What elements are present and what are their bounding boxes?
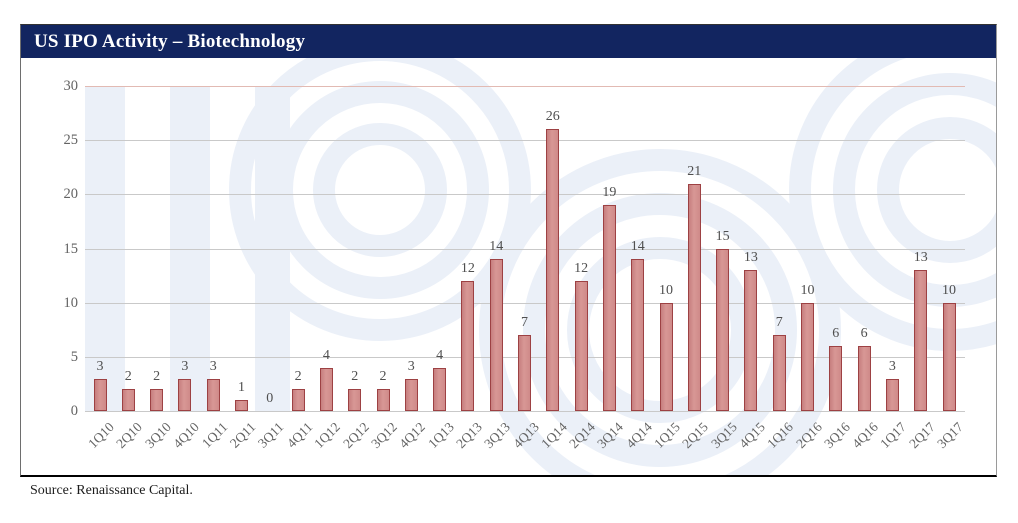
bar-1Q10: [94, 379, 107, 411]
bar-2Q12: [348, 389, 361, 411]
bar-4Q16: [858, 346, 871, 411]
bar-value-label: 2: [294, 369, 302, 385]
bar-3Q14: [603, 205, 616, 411]
bar-value-label: 15: [715, 228, 730, 244]
bar-4Q12: [405, 379, 418, 411]
y-tick-label: 25: [63, 132, 78, 148]
bar-2Q10: [122, 389, 135, 411]
bar-value-label: 3: [209, 358, 217, 374]
bar-value-label: 12: [460, 261, 475, 277]
bar-value-label: 14: [630, 239, 645, 255]
x-tick-label-3Q15: 3Q15: [707, 419, 740, 452]
x-tick-label-4Q15: 4Q15: [735, 419, 768, 452]
bar-2Q17: [914, 270, 927, 411]
x-tick-label-3Q14: 3Q14: [594, 419, 627, 452]
x-tick-label-2Q17: 2Q17: [905, 419, 938, 452]
chart-title: US IPO Activity – Biotechnology: [34, 30, 306, 52]
y-tick-label: 30: [63, 78, 78, 94]
bar-3Q16: [829, 346, 842, 411]
bar-2Q11: [235, 400, 248, 411]
gridline-25: [85, 140, 965, 141]
bar-value-label: 4: [436, 347, 444, 363]
bar-value-label: 6: [832, 326, 840, 342]
bar-4Q15: [744, 270, 757, 411]
bar-2Q13: [461, 281, 474, 411]
x-tick-label-2Q12: 2Q12: [339, 419, 372, 452]
x-tick-label-3Q10: 3Q10: [141, 419, 174, 452]
bar-1Q14: [546, 129, 559, 411]
gridline-15: [85, 249, 965, 250]
x-tick-label-2Q16: 2Q16: [792, 419, 825, 452]
source-note: Source: Renaissance Capital.: [30, 483, 193, 498]
bar-value-label: 10: [942, 282, 956, 298]
bar-value-label: 10: [800, 282, 815, 298]
bar-1Q11: [207, 379, 220, 411]
x-tick-label-2Q15: 2Q15: [679, 419, 712, 452]
bar-value-label: 2: [153, 369, 161, 385]
y-tick-label: 0: [70, 403, 78, 419]
x-tick-label-3Q11: 3Q11: [255, 419, 287, 451]
x-tick-label-1Q15: 1Q15: [651, 419, 683, 452]
bar-value-label: 12: [574, 261, 589, 277]
x-tick-label-1Q11: 1Q11: [198, 419, 231, 451]
bar-value-label: 2: [351, 369, 359, 385]
x-tick-label-3Q13: 3Q13: [481, 419, 514, 452]
bar-4Q11: [292, 389, 305, 411]
bar-4Q13: [518, 335, 531, 411]
x-tick-label-1Q14: 1Q14: [537, 419, 570, 452]
bar-value-label: 6: [860, 326, 868, 342]
x-tick-label-1Q10: 1Q10: [85, 419, 117, 452]
x-tick-label-3Q12: 3Q12: [368, 419, 400, 452]
bar-value-label: 26: [545, 109, 560, 125]
y-tick-label: 10: [63, 295, 78, 311]
x-tick-label-3Q16: 3Q16: [820, 419, 853, 452]
bar-value-label: 3: [407, 358, 415, 374]
chart-panel: [20, 24, 997, 477]
x-tick-label-4Q16: 4Q16: [849, 419, 882, 452]
y-tick-label: 15: [63, 241, 78, 257]
x-tick-label-4Q12: 4Q12: [396, 419, 429, 452]
chart-area: [21, 58, 996, 475]
bar-2Q16: [801, 303, 814, 411]
bar-value-label: 0: [266, 391, 274, 406]
x-tick-label-1Q13: 1Q13: [424, 419, 457, 452]
bar-3Q15: [716, 249, 729, 411]
x-tick-label-1Q16: 1Q16: [764, 419, 797, 452]
bar-value-label: 7: [521, 315, 528, 331]
x-tick-label-2Q10: 2Q10: [113, 419, 146, 452]
bar-value-label: 2: [124, 369, 132, 385]
bar-value-label: 1: [238, 380, 245, 396]
bar-value-label: 3: [181, 358, 189, 374]
bar-3Q17: [943, 303, 956, 411]
y-tick-label: 5: [70, 349, 78, 365]
bar-1Q13: [433, 368, 446, 411]
bar-1Q16: [773, 335, 786, 411]
bar-value-label: 13: [913, 250, 928, 266]
gridline-30: [85, 86, 965, 87]
bar-4Q10: [178, 379, 191, 411]
bar-value-label: 2: [379, 369, 387, 385]
bar-1Q15: [660, 303, 673, 411]
bar-value-label: 10: [659, 282, 673, 298]
bar-value-label: 3: [96, 358, 104, 374]
bar-value-label: 7: [775, 315, 783, 331]
x-tick-label-4Q14: 4Q14: [622, 419, 655, 452]
x-tick-label-1Q12: 1Q12: [311, 419, 344, 452]
bar-4Q14: [631, 259, 644, 411]
bar-3Q12: [377, 389, 390, 411]
bar-2Q15: [688, 184, 701, 411]
bar-value-label: 4: [322, 347, 330, 363]
bar-value-label: 13: [743, 250, 758, 266]
bar-value-label: 21: [687, 163, 702, 179]
bar-3Q10: [150, 389, 163, 411]
gridline-0: [85, 411, 965, 412]
x-tick-label-4Q10: 4Q10: [169, 419, 202, 452]
x-tick-label-2Q14: 2Q14: [566, 419, 599, 452]
gridline-20: [85, 194, 965, 195]
x-tick-label-4Q11: 4Q11: [283, 419, 316, 451]
bar-value-label: 14: [489, 239, 504, 255]
bar-1Q12: [320, 368, 333, 411]
x-tick-label-1Q17: 1Q17: [877, 419, 910, 452]
x-tick-label-4Q13: 4Q13: [509, 419, 542, 452]
bar-3Q13: [490, 259, 503, 411]
bar-2Q14: [575, 281, 588, 411]
ipo-logo-watermark: [21, 58, 996, 475]
y-tick-label: 20: [63, 186, 78, 202]
x-tick-label-2Q13: 2Q13: [452, 419, 485, 452]
x-tick-label-2Q11: 2Q11: [226, 419, 259, 451]
gridline-10: [85, 303, 965, 304]
bar-value-label: 19: [602, 185, 617, 201]
bar-value-label: 3: [888, 358, 896, 374]
x-tick-label-3Q17: 3Q17: [934, 419, 966, 452]
bar-1Q17: [886, 379, 899, 411]
chart-title-bar: [21, 25, 996, 58]
